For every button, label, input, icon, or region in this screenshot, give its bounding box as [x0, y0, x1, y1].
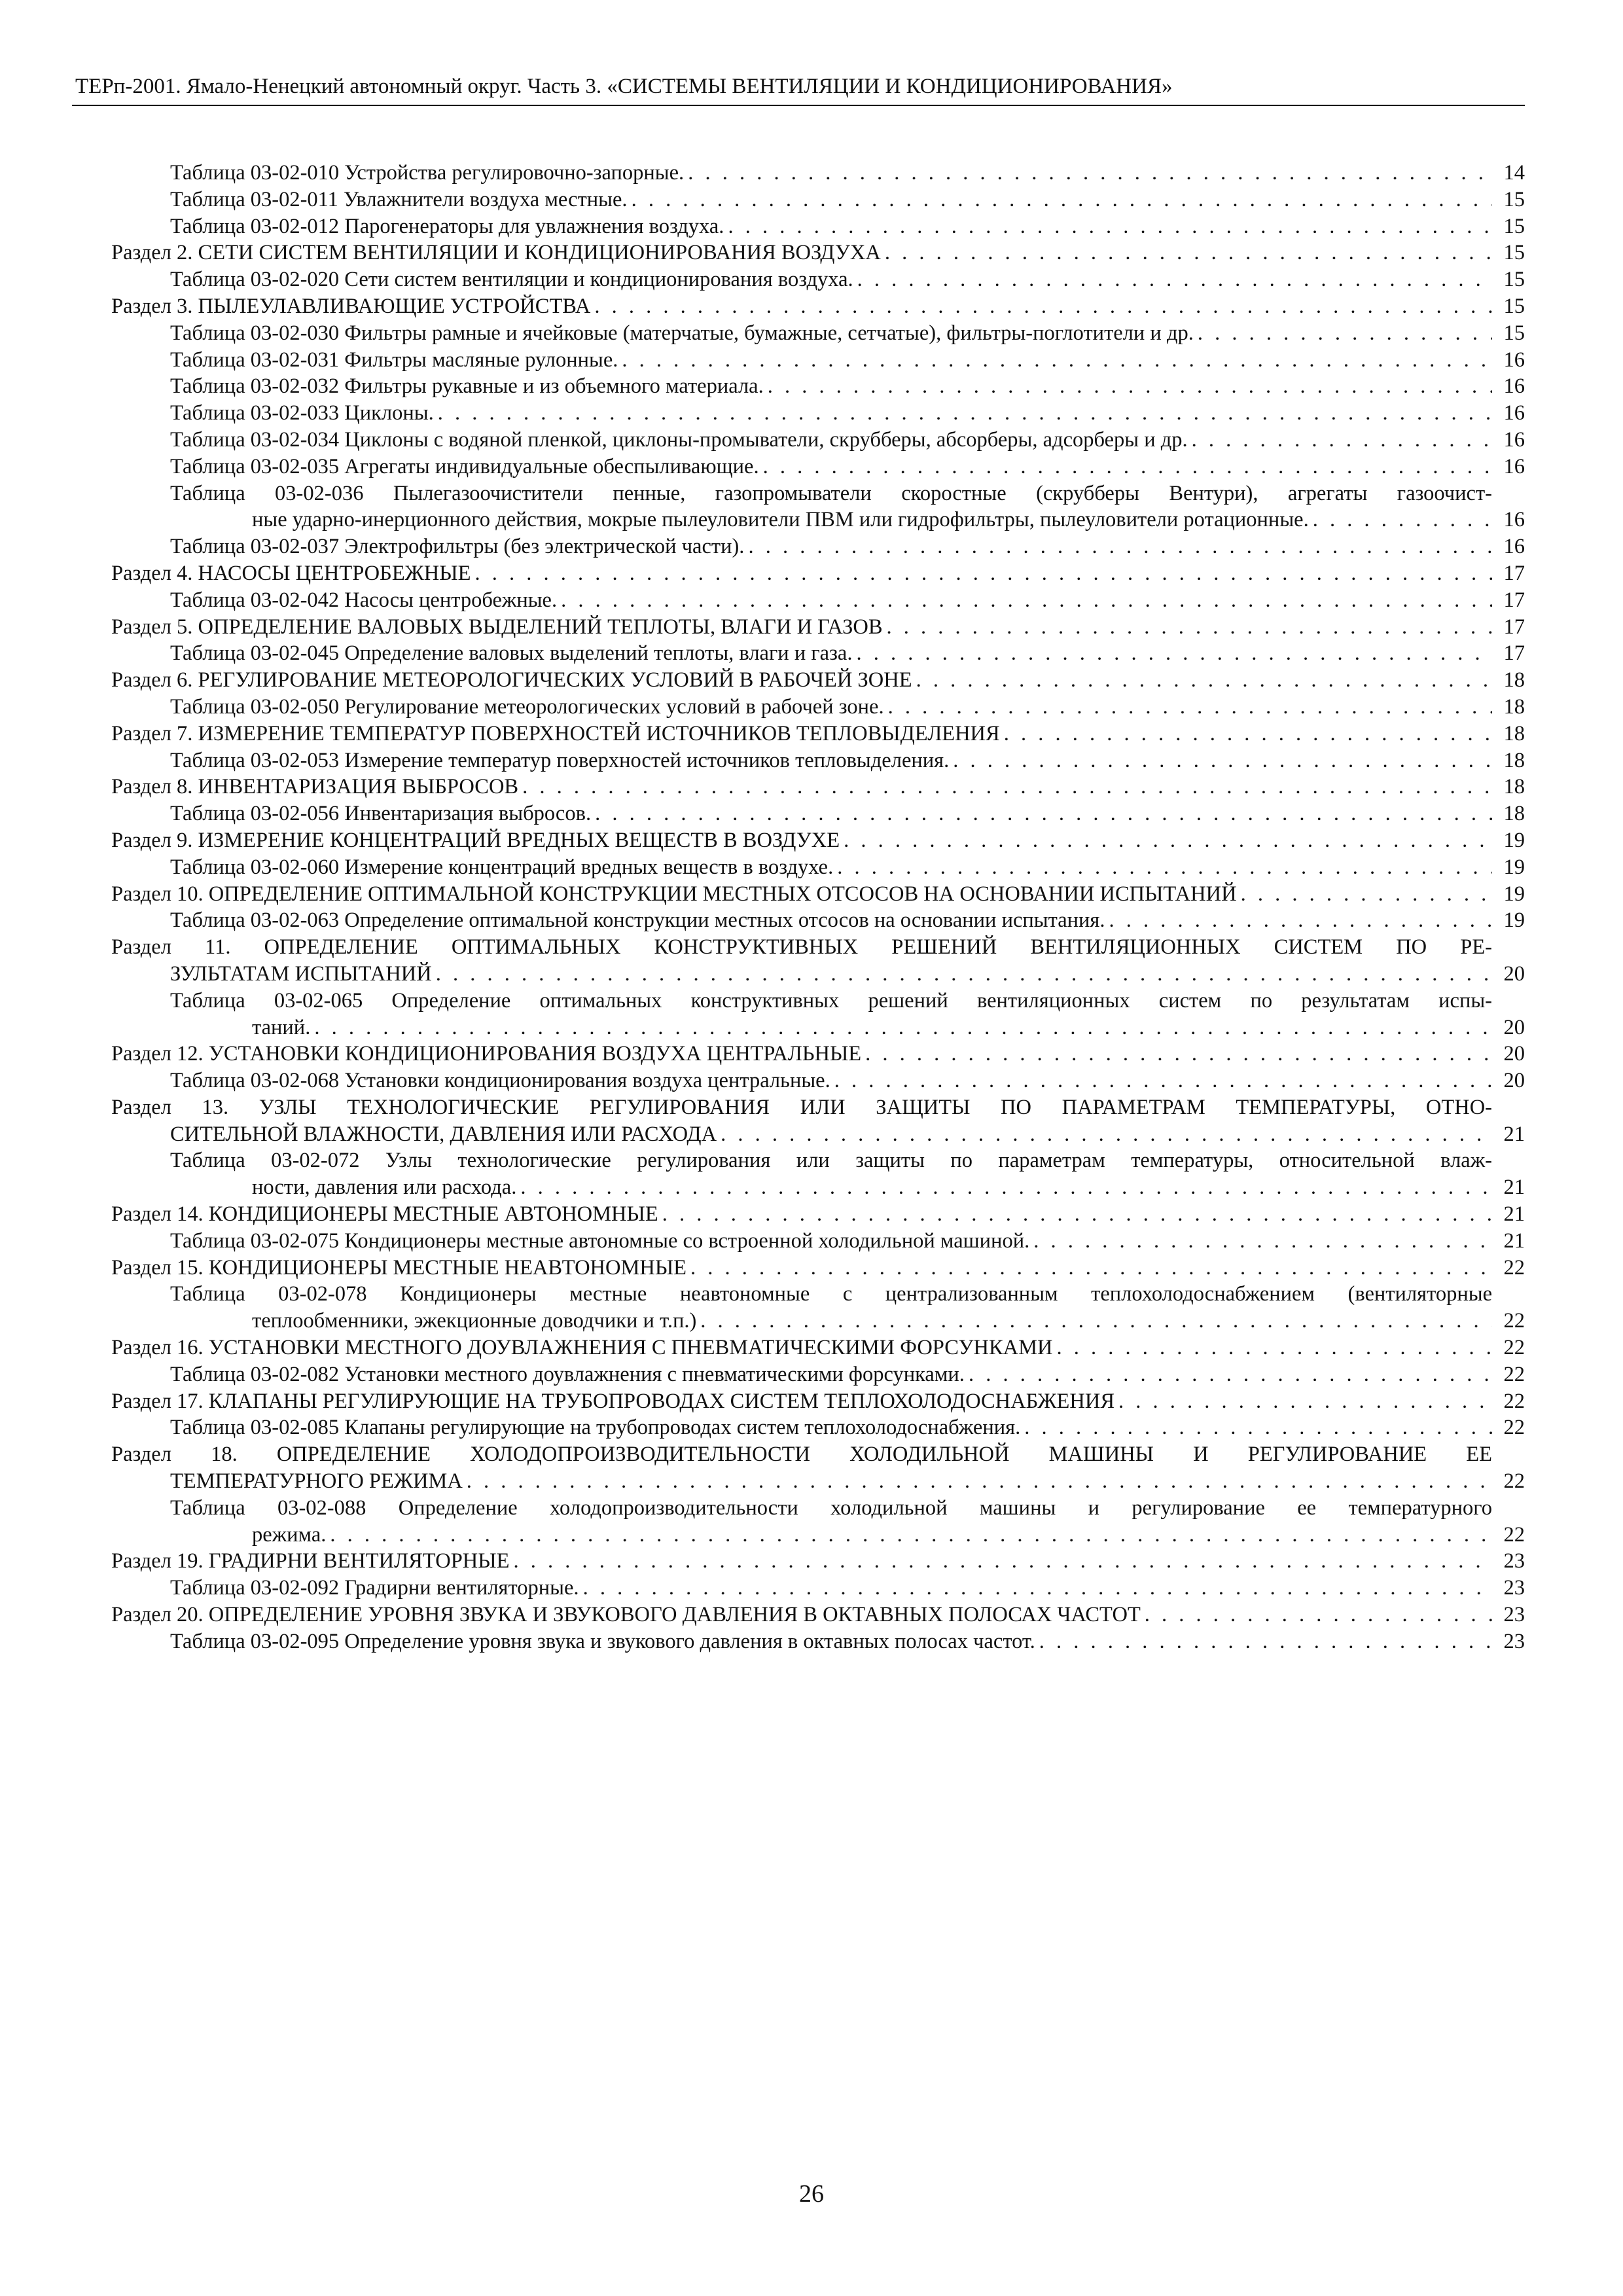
- toc-page-number: 17: [1503, 588, 1525, 612]
- dot-leader: [1035, 1628, 1492, 1655]
- toc-entry-text: Таблица 03-02-056 Инвентаризация выбросов.: [170, 802, 592, 826]
- dot-leader: [884, 694, 1492, 721]
- toc-page-number: 18: [1503, 721, 1525, 745]
- toc-page-number: 22: [1503, 1469, 1525, 1494]
- dot-leader: [1309, 507, 1492, 533]
- toc-entry-text: Таблица 03-02-078 Кондиционеры местные неавтономные с централизованным теплохолодоснабжением (вентиляторные: [170, 1282, 1492, 1306]
- dot-leader: [881, 240, 1492, 266]
- toc-table-entry[interactable]: [0, 347, 1623, 374]
- dot-leader: [628, 187, 1492, 213]
- toc-entry-text: Таблица 03-02-034 Циклоны с водяной пленкой, циклоны-промыватели, скрубберы, абсорберы, адсорберы и др.: [170, 427, 1188, 452]
- toc-entry-text: Таблица 03-02-031 Фильтры масляные рулонные.: [170, 348, 618, 372]
- dot-leader: [1141, 1602, 1492, 1628]
- toc-page-number: 21: [1503, 1175, 1525, 1200]
- toc-entry-text: Таблица 03-02-063 Определение оптимальной конструкции местных отсосов на основании испытания.: [170, 908, 1105, 933]
- toc-entry-text: Раздел 14. КОНДИЦИОНЕРЫ МЕСТНЫЕ АВТОНОМНЫЕ: [111, 1202, 658, 1227]
- toc-page-number: 19: [1503, 855, 1525, 879]
- dot-leader: [518, 774, 1492, 800]
- toc-section-entry[interactable]: [0, 293, 1623, 320]
- toc-entry-text: Таблица 03-02-092 Градирни вентиляторные.: [170, 1576, 579, 1600]
- dot-leader: [1194, 320, 1492, 347]
- dot-leader: [949, 747, 1492, 774]
- toc-entry-text: Таблица 03-02-035 Агрегаты индивидуальные обеспыливающие.: [170, 454, 759, 478]
- toc-entry-text: Раздел 19. ГРАДИРНИ ВЕНТИЛЯТОРНЫЕ: [111, 1549, 510, 1573]
- toc-section-entry[interactable]: [0, 1335, 1623, 1361]
- toc-entry-text: Таблица 03-02-095 Определение уровня звука и звукового давления в октавных полосах частот.: [170, 1629, 1035, 1653]
- toc-page-number: 18: [1503, 748, 1525, 772]
- toc-page-number: 22: [1503, 1336, 1525, 1360]
- dot-leader: [912, 667, 1492, 694]
- toc-entry-text: Таблица 03-02-042 Насосы центробежные.: [170, 588, 558, 612]
- toc-page-number: 14: [1503, 161, 1525, 185]
- toc-table-entry[interactable]: [0, 160, 1623, 187]
- toc-page-number: 21: [1503, 1202, 1525, 1227]
- toc-page-number: 23: [1503, 1629, 1525, 1653]
- toc-page-number: 20: [1503, 1015, 1525, 1039]
- toc-entry-text: Таблица 03-02-033 Циклоны.: [170, 401, 434, 425]
- dot-leader: [696, 1308, 1492, 1335]
- toc-entry-text: Таблица 03-02-072 Узлы технологические регулирования или защиты по параметрам температуры, относительной влаж-: [170, 1149, 1492, 1173]
- toc-entry-text: Раздел 18. ОПРЕДЕЛЕНИЕ ХОЛОДОПРОИЗВОДИТЕЛЬНОСТИ ХОЛОДИЛЬНОЙ МАШИНЫ И РЕГУЛИРОВАНИЕ ЕЕ: [111, 1443, 1492, 1467]
- toc-table-entry[interactable]: [0, 427, 1623, 454]
- toc-section-entry[interactable]: [0, 827, 1623, 854]
- toc-table-entry[interactable]: [0, 187, 1623, 213]
- toc-entry-text: ные ударно-инерционного действия, мокрые пылеуловители ПВМ или гидрофильтры, пылеуловители ротационные.: [252, 508, 1309, 532]
- toc-page-number: 16: [1503, 348, 1525, 372]
- toc-table-entry[interactable]: [0, 854, 1623, 881]
- dot-leader: [326, 1522, 1492, 1549]
- dot-leader: [590, 293, 1492, 320]
- toc-page-number: 15: [1503, 241, 1525, 265]
- toc-entry-text: ТЕМПЕРАТУРНОГО РЕЖИМА: [170, 1469, 463, 1494]
- page-header: ТЕРп-2001. Ямало-Ненецкий автономный округ. Часть 3. «СИСТЕМЫ ВЕНТИЛЯЦИИ И КОНДИЦИОНИРОВАНИЯ»: [75, 75, 1173, 98]
- toc-section-entry[interactable]: [0, 1041, 1623, 1067]
- toc-section-entry[interactable]: [0, 721, 1623, 747]
- dot-leader: [1105, 907, 1492, 934]
- page-number: 26: [799, 2180, 824, 2208]
- toc-page-number: 22: [1503, 1522, 1525, 1547]
- dot-leader: [759, 454, 1492, 480]
- toc-table-entry[interactable]: [0, 266, 1623, 293]
- toc-table-entry[interactable]: [0, 1414, 1623, 1441]
- toc-entry-text: Таблица 03-02-050 Регулирование метеорологических условий в рабочей зоне.: [170, 694, 884, 719]
- toc-entry-text: Раздел 7. ИЗМЕРЕНИЕ ТЕМПЕРАТУР ПОВЕРХНОСТЕЙ ИСТОЧНИКОВ ТЕПЛОВЫДЕЛЕНИЯ: [111, 721, 1000, 745]
- dot-leader: [618, 347, 1492, 374]
- toc-section-entry[interactable]: [0, 240, 1623, 266]
- toc-page-number: 21: [1503, 1229, 1525, 1253]
- toc-page-number: 15: [1503, 187, 1525, 211]
- toc-table-entry[interactable]: [0, 800, 1623, 827]
- toc-entry-text: Таблица 03-02-037 Электрофильтры (без электрической части).: [170, 535, 745, 559]
- dot-leader: [1237, 881, 1492, 908]
- toc-entry-text: Таблица 03-02-012 Парогенераторы для увлажнения воздуха.: [170, 214, 724, 238]
- toc-table-entry[interactable]: [0, 454, 1623, 480]
- toc-page-number: 20: [1503, 1042, 1525, 1066]
- toc-page-number: 16: [1503, 535, 1525, 559]
- toc-table-entry[interactable]: [0, 400, 1623, 427]
- toc-entry-text: Раздел 12. УСТАНОВКИ КОНДИЦИОНИРОВАНИЯ ВОЗДУХА ЦЕНТРАЛЬНЫЕ: [111, 1042, 862, 1066]
- dot-leader: [1115, 1388, 1492, 1415]
- toc-entry-text: Таблица 03-02-068 Установки кондиционирования воздуха центральные.: [170, 1069, 830, 1093]
- toc-entry-text: Таблица 03-02-045 Определение валовых выделений теплоты, влаги и газа.: [170, 641, 853, 666]
- toc-page-number: 19: [1503, 828, 1525, 852]
- dot-leader: [724, 213, 1492, 240]
- toc-entry-text: Раздел 6. РЕГУЛИРОВАНИЕ МЕТЕОРОЛОГИЧЕСКИХ УСЛОВИЙ В РАБОЧЕЙ ЗОНЕ: [111, 668, 912, 692]
- toc-page-number: 16: [1503, 427, 1525, 452]
- toc-entry-text: таний.: [252, 1015, 311, 1039]
- dot-leader: [310, 1014, 1492, 1041]
- toc-entry-text: Таблица 03-02-032 Фильтры рукавные и из объемного материала.: [170, 374, 764, 399]
- dot-leader: [684, 160, 1492, 187]
- toc-entry-text: Таблица 03-02-030 Фильтры рамные и ячейковые (матерчатые, бумажные, сетчатые), фильтры-поглотители и др.: [170, 321, 1194, 345]
- dot-leader: [432, 961, 1492, 988]
- dot-leader: [853, 266, 1492, 293]
- toc-page-number: 15: [1503, 214, 1525, 238]
- dot-leader: [1029, 1228, 1492, 1255]
- toc-entry-text: Раздел 10. ОПРЕДЕЛЕНИЕ ОПТИМАЛЬНОЙ КОНСТРУКЦИИ МЕСТНЫХ ОТСОСОВ НА ОСНОВАНИИ ИСПЫТАНИЙ: [111, 882, 1237, 906]
- dot-leader: [852, 640, 1492, 667]
- toc-entry-text: Раздел 3. ПЫЛЕУЛАВЛИВАЮЩИЕ УСТРОЙСТВА: [111, 294, 591, 318]
- toc-page-number: 16: [1503, 374, 1525, 399]
- dot-leader: [579, 1575, 1492, 1602]
- toc-entry-text: Раздел 9. ИЗМЕРЕНИЕ КОНЦЕНТРАЦИЙ ВРЕДНЫХ ВЕЩЕСТВ В ВОЗДУХЕ: [111, 828, 840, 852]
- toc-section-entry[interactable]: [0, 774, 1623, 800]
- toc-entry-text: Таблица 03-02-011 Увлажнители воздуха местные.: [170, 187, 628, 211]
- toc-table-entry[interactable]: [0, 1067, 1623, 1094]
- toc-page-number: 18: [1503, 775, 1525, 799]
- toc-table-entry[interactable]: [0, 694, 1623, 721]
- dot-leader: [471, 560, 1492, 587]
- toc-table-entry[interactable]: [0, 320, 1623, 347]
- toc-page-number: 18: [1503, 694, 1525, 719]
- toc-entry-text: Раздел 20. ОПРЕДЕЛЕНИЕ УРОВНЯ ЗВУКА И ЗВУКОВОГО ДАВЛЕНИЯ В ОКТАВНЫХ ПОЛОСАХ ЧАСТОТ: [111, 1603, 1141, 1627]
- toc-table-entry[interactable]: [0, 373, 1623, 400]
- toc-entry-text: Таблица 03-02-060 Измерение концентраций вредных веществ в воздухе.: [170, 855, 834, 879]
- toc-page-number: 15: [1503, 294, 1525, 318]
- toc-entry-text: Таблица 03-02-088 Определение холодопроизводительности холодильной машины и регулирование ее температурного: [170, 1496, 1492, 1520]
- toc-entry-text: Раздел 8. ИНВЕНТАРИЗАЦИЯ ВЫБРОСОВ: [111, 775, 519, 799]
- toc-section-entry[interactable]: [0, 614, 1623, 641]
- toc-page-number: 20: [1503, 1069, 1525, 1093]
- toc-entry-text: Таблица 03-02-010 Устройства регулировочно-запорные.: [170, 161, 685, 185]
- dot-leader: [687, 1255, 1492, 1282]
- dot-leader: [861, 1041, 1492, 1067]
- toc-entry-text: Раздел 4. НАСОСЫ ЦЕНТРОБЕЖНЫЕ: [111, 561, 471, 585]
- toc-entry-text: режима.: [252, 1522, 327, 1547]
- toc-entry-text: Раздел 15. КОНДИЦИОНЕРЫ МЕСТНЫЕ НЕАВТОНОМНЫЕ: [111, 1255, 687, 1280]
- toc-page-number: 19: [1503, 882, 1525, 906]
- toc-entry-text: Раздел 13. УЗЛЫ ТЕХНОЛОГИЧЕСКИЕ РЕГУЛИРОВАНИЯ ИЛИ ЗАЩИТЫ ПО ПАРАМЕТРАМ ТЕМПЕРАТУРЫ, ОТНО-: [111, 1095, 1492, 1119]
- toc-page-number: 17: [1503, 641, 1525, 666]
- dot-leader: [833, 854, 1492, 881]
- dot-leader: [509, 1548, 1492, 1575]
- dot-leader: [1000, 721, 1492, 747]
- toc-section-entry[interactable]: [0, 1388, 1623, 1415]
- dot-leader: [830, 1067, 1492, 1094]
- toc-table-entry[interactable]: [0, 640, 1623, 667]
- toc-entry-text: СИТЕЛЬНОЙ ВЛАЖНОСТИ, ДАВЛЕНИЯ ИЛИ РАСХОДА: [170, 1122, 717, 1146]
- toc-page-number: 17: [1503, 561, 1525, 585]
- toc-section-entry[interactable]: [0, 1548, 1623, 1575]
- toc-table-entry[interactable]: [0, 1147, 1623, 1201]
- toc-table-entry[interactable]: [0, 1575, 1623, 1602]
- toc-entry-text: теплообменники, эжекционные доводчики и т.п.): [252, 1309, 697, 1333]
- toc-page-number: 19: [1503, 908, 1525, 933]
- dot-leader: [557, 587, 1492, 614]
- toc-page-number: 22: [1503, 1255, 1525, 1280]
- toc-table-entry[interactable]: [0, 1228, 1623, 1255]
- dot-leader: [717, 1121, 1492, 1148]
- toc-page-number: 23: [1503, 1549, 1525, 1573]
- toc-entry-text: Таблица 03-02-036 Пылегазоочистители пенные, газопромыватели скоростные (скрубберы Вентури), агрегаты газоочист-: [170, 481, 1492, 505]
- toc-section-entry[interactable]: [0, 934, 1623, 988]
- toc-entry-text: Таблица 03-02-082 Установки местного доувлажнения с пневматическими форсунками.: [170, 1362, 965, 1386]
- toc-table-entry[interactable]: [0, 907, 1623, 934]
- dot-leader: [463, 1468, 1492, 1495]
- header-divider: [72, 105, 1525, 106]
- dot-leader: [744, 533, 1492, 560]
- toc-table-entry[interactable]: [0, 587, 1623, 614]
- toc-section-entry[interactable]: [0, 1441, 1623, 1495]
- toc-section-entry[interactable]: [0, 667, 1623, 694]
- toc-table-entry[interactable]: [0, 747, 1623, 774]
- toc-entry-text: Раздел 17. КЛАПАНЫ РЕГУЛИРУЮЩИЕ НА ТРУБОПРОВОДАХ СИСТЕМ ТЕПЛОХОЛОДОСНАБЖЕНИЯ: [111, 1389, 1115, 1413]
- toc-entry-text: Таблица 03-02-075 Кондиционеры местные автономные со встроенной холодильной машиной.: [170, 1229, 1030, 1253]
- toc-page-number: 22: [1503, 1416, 1525, 1440]
- toc-page-number: 22: [1503, 1389, 1525, 1413]
- toc-entry-text: Таблица 03-02-020 Сети систем вентиляции и кондиционирования воздуха.: [170, 268, 853, 292]
- dot-leader: [516, 1174, 1492, 1201]
- dot-leader: [434, 400, 1492, 427]
- toc-page-number: 16: [1503, 401, 1525, 425]
- toc-entry-text: Таблица 03-02-085 Клапаны регулирующие на трубопроводах систем теплохолодоснабжения.: [170, 1416, 1021, 1440]
- toc-page-number: 17: [1503, 615, 1525, 639]
- toc-section-entry[interactable]: [0, 1201, 1623, 1228]
- toc-table-entry[interactable]: [0, 1628, 1623, 1655]
- toc-entry-text: Раздел 16. УСТАНОВКИ МЕСТНОГО ДОУВЛАЖНЕНИЯ С ПНЕВМАТИЧЕСКИМИ ФОРСУНКАМИ: [111, 1336, 1053, 1360]
- dot-leader: [658, 1201, 1492, 1228]
- dot-leader: [1053, 1335, 1492, 1361]
- toc-table-entry[interactable]: [0, 533, 1623, 560]
- dot-leader: [1188, 427, 1492, 454]
- toc-entry-text: Раздел 5. ОПРЕДЕЛЕНИЕ ВАЛОВЫХ ВЫДЕЛЕНИЙ ТЕПЛОТЫ, ВЛАГИ И ГАЗОВ: [111, 615, 883, 639]
- toc-page-number: 15: [1503, 321, 1525, 345]
- toc-entry-text: Раздел 11. ОПРЕДЕЛЕНИЕ ОПТИМАЛЬНЫХ КОНСТРУКТИВНЫХ РЕШЕНИЙ ВЕНТИЛЯЦИОННЫХ СИСТЕМ ПО РЕ-: [111, 935, 1492, 960]
- dot-leader: [591, 800, 1492, 827]
- toc-entry-text: Раздел 2. СЕТИ СИСТЕМ ВЕНТИЛЯЦИИ И КОНДИЦИОНИРОВАНИЯ ВОЗДУХА: [111, 241, 881, 265]
- dot-leader: [1020, 1414, 1492, 1441]
- toc-section-entry[interactable]: [0, 560, 1623, 587]
- toc-section-entry[interactable]: [0, 881, 1623, 908]
- toc-section-entry[interactable]: [0, 1602, 1623, 1628]
- dot-leader: [764, 373, 1492, 400]
- toc-page-number: 15: [1503, 268, 1525, 292]
- toc-page-number: 23: [1503, 1576, 1525, 1600]
- toc-table-entry[interactable]: [0, 1361, 1623, 1388]
- toc-page-number: 22: [1503, 1309, 1525, 1333]
- toc-entry-text: ности, давления или расхода.: [252, 1175, 517, 1200]
- toc-page-number: 16: [1503, 454, 1525, 478]
- toc-table-entry[interactable]: [0, 1281, 1623, 1335]
- toc-page-number: 18: [1503, 668, 1525, 692]
- toc-page-number: 21: [1503, 1122, 1525, 1146]
- toc-page-number: 18: [1503, 802, 1525, 826]
- toc-entry-text: Таблица 03-02-053 Измерение температур поверхностей источников тепловыделения.: [170, 748, 950, 772]
- toc-page-number: 16: [1503, 508, 1525, 532]
- toc-page-number: 20: [1503, 961, 1525, 986]
- toc-table-entry[interactable]: [0, 1495, 1623, 1549]
- toc-entry-text: ЗУЛЬТАТАМ ИСПЫТАНИЙ: [170, 961, 432, 986]
- toc-page-number: 22: [1503, 1362, 1525, 1386]
- dot-leader: [965, 1361, 1492, 1388]
- toc-entry-text: Таблица 03-02-065 Определение оптимальных конструктивных решений вентиляционных систем по результатам испы-: [170, 988, 1492, 1013]
- table-of-contents: [0, 160, 1623, 1655]
- dot-leader: [840, 827, 1492, 854]
- toc-section-entry[interactable]: [0, 1094, 1623, 1148]
- toc-page-number: 23: [1503, 1603, 1525, 1627]
- toc-section-entry[interactable]: [0, 1255, 1623, 1282]
- toc-table-entry[interactable]: [0, 480, 1623, 534]
- toc-table-entry[interactable]: [0, 213, 1623, 240]
- toc-table-entry[interactable]: [0, 988, 1623, 1041]
- dot-leader: [883, 614, 1492, 641]
